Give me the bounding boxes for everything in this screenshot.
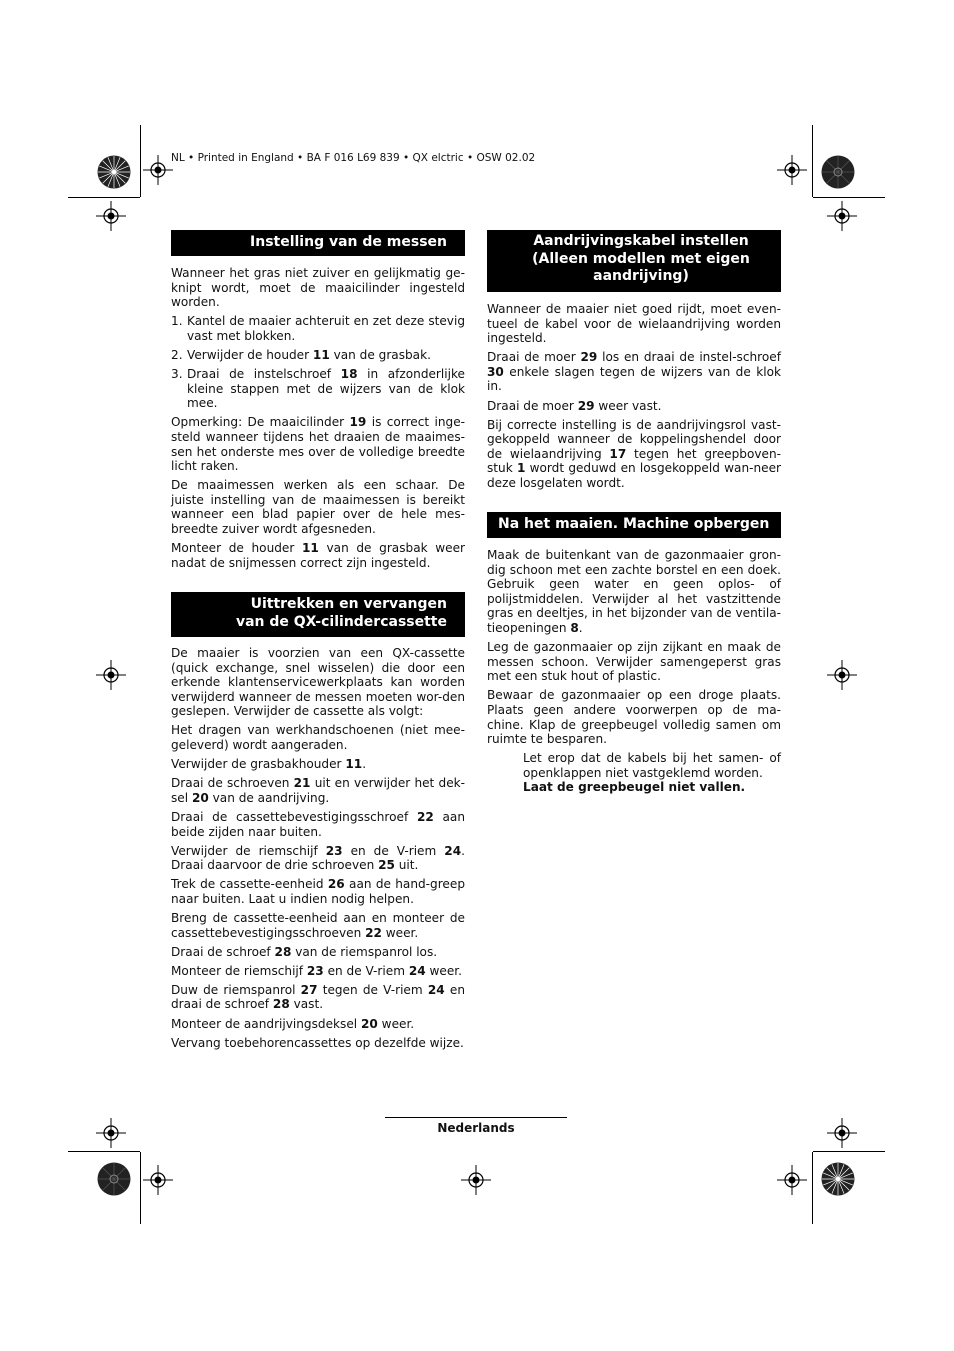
footer-rule bbox=[385, 1117, 567, 1118]
section-heading-instelling-messen bbox=[171, 230, 465, 256]
paragraph: Duw de riemspanrol 27 tegen de V-riem 24 en draai de schroef 28 vast. bbox=[171, 982, 466, 1012]
registration-target-icon bbox=[143, 1165, 173, 1195]
paragraph: Monteer de houder 11 van de grasbak weer nadat de snijmessen correct zijn ingesteld. bbox=[171, 541, 465, 570]
note-warning: Laat de greepbeugel niet vallen. bbox=[523, 780, 746, 795]
paragraph: Bij correcte instelling is de aandrijvingsrol vast-gekoppeld wanneer de koppelingshendel door de wielaandrijving 17 tegen het greepboven-stuk 1 wordt geduwd en losgekoppeld wan-neer deze losgelaten wordt. bbox=[487, 417, 781, 491]
section-heading-machine-opbergen: Na het maaien. Machine opbergen bbox=[487, 512, 781, 538]
note-text: Let erop dat de kabels bij het samen- of openklappen niet vastgeklemd worden. bbox=[523, 751, 781, 780]
registration-target-icon bbox=[777, 155, 807, 185]
print-info-header: NL • Printed in England • BA F 016 L69 839 • QX elctric • OSW 02.02 bbox=[171, 152, 536, 164]
paragraph: Verwijder de riemschijf 23 en de V-riem 24. Draai daarvoor de drie schroeven 25 uit. bbox=[171, 843, 465, 873]
paragraph: Vervang toebehorencassettes op dezelfde wijze. bbox=[171, 1035, 464, 1050]
paragraph: Leg de gazonmaaier op zijn zijkant en maak de messen schoon. Verwijder samengeperst gras met een stuk hout of plastic. bbox=[487, 640, 781, 684]
paragraph: Draai de cassettebevestigingsschroef 22 aan beide zijden naar buiten. bbox=[171, 809, 465, 839]
section-heading-aandrijvingskabel: Aandrijvingskabel instellen (Alleen modellen met eigen aandrijving) bbox=[487, 230, 781, 292]
note-paragraph: Opmerking: De maaicilinder 19 is correct inge-steld wanneer tijdens het draaien de maaimes-sen het onderste mes over de volledige breedte licht raken. bbox=[171, 415, 466, 474]
paragraph: Draai de moer 29 los en draai de instel-schroef 30 enkele slagen tegen de wijzers van de klok in. bbox=[487, 350, 781, 394]
paragraph: Maak de buitenkant van de gazonmaaier gron-dig schoon met een zachte borstel en een doek. Gebruik geen water en geen oplos- of polijstmiddelen. Verwijder al het vastzittende gras en deeltjes, in het bijzonder van de ventila-tieopeningen 8. bbox=[487, 548, 781, 635]
paragraph: Bewaar de gazonmaaier op een droge plaats. Plaats geen andere voorwerpen op de ma-chine. Klap de greepbeugel volledig samen om ruimte te besparen. bbox=[487, 688, 781, 747]
paragraph: Draai de schroeven 21 uit en verwijder het dek-sel 20 van de aandrijving. bbox=[171, 776, 465, 805]
paragraph: Trek de cassette-eenheid 26 aan de hand-greep naar buiten. Laat u indien nodig helpen. bbox=[171, 877, 465, 906]
footer-language-label: Nederlands bbox=[437, 1121, 515, 1135]
registration-target-icon bbox=[96, 201, 126, 231]
registration-target-icon bbox=[96, 660, 126, 690]
starburst-registration-icon bbox=[97, 1162, 131, 1196]
section-body-aandrijvingskabel bbox=[487, 302, 781, 495]
section-body-machine-opbergen bbox=[487, 548, 781, 795]
section-body-instelling-messen bbox=[171, 266, 465, 575]
registration-target-icon bbox=[96, 1118, 126, 1148]
section-heading-qx-cassette: Uittrekken en vervangen van de QX-cilindercassette bbox=[171, 592, 465, 637]
paragraph: Draai de schroef 28 van de riemspanrol los. bbox=[171, 944, 438, 959]
paragraph: De maaimessen werken als een schaar. De juiste instelling van de maaimessen is bereikt wanneer een blad papier over de hele mes-breedte zuiver wordt afgesneden. bbox=[171, 478, 465, 536]
starburst-registration-icon bbox=[97, 155, 131, 189]
list-item: 3. Draai de instelschroef 18 in afzonderlijke kleine stappen met de wijzers van de klok mee. bbox=[171, 367, 465, 411]
list-item: 2. Verwijder de houder 11 van de grasbak. bbox=[171, 347, 431, 362]
paragraph: Monteer de riemschijf 23 en de V-riem 24 weer. bbox=[171, 963, 462, 978]
starburst-registration-icon bbox=[821, 155, 855, 189]
section-title: Instelling van de messen bbox=[250, 234, 447, 250]
paragraph: Het dragen van werkhandschoenen (niet mee-geleverd) wordt aangeraden. bbox=[171, 723, 465, 753]
paragraph: Verwijder de grasbakhouder 11. bbox=[171, 757, 367, 772]
paragraph: Wanneer de maaier niet goed rijdt, moet even-tueel de kabel voor de wielaandrijving worden ingesteld. bbox=[487, 302, 781, 346]
steps-list bbox=[171, 314, 465, 411]
registration-target-icon bbox=[143, 155, 173, 185]
paragraph: Monteer de aandrijvingsdeksel 20 weer. bbox=[171, 1016, 415, 1031]
paragraph: Wanneer het gras niet zuiver en gelijkmatig ge-knipt wordt, moet de maaicilinder ingesteld worden. bbox=[171, 266, 465, 310]
paragraph: Breng de cassette-eenheid aan en monteer de cassettebevestigingsschroeven 22 weer. bbox=[171, 911, 465, 940]
paragraph: De maaier is voorzien van een QX-cassette (quick exchange, snel wisselen) die door een erkende klantenservicewerkplaats kan worden verwijderd wanneer de messen moeten wor-den geslepen. Verwijder de cassette als volgt: bbox=[171, 646, 465, 719]
registration-target-icon bbox=[827, 1118, 857, 1148]
list-item: 1. Kantel de maaier achteruit en zet deze stevig vast met blokken. bbox=[171, 314, 465, 343]
registration-target-icon bbox=[827, 660, 857, 690]
registration-target-icon bbox=[461, 1165, 491, 1195]
starburst-registration-icon bbox=[821, 1162, 855, 1196]
registration-target-icon bbox=[827, 201, 857, 231]
paragraph: Draai de moer 29 weer vast. bbox=[487, 398, 662, 413]
caution-note bbox=[487, 751, 781, 795]
section-body-qx-cassette bbox=[171, 646, 465, 1055]
registration-target-icon bbox=[777, 1165, 807, 1195]
